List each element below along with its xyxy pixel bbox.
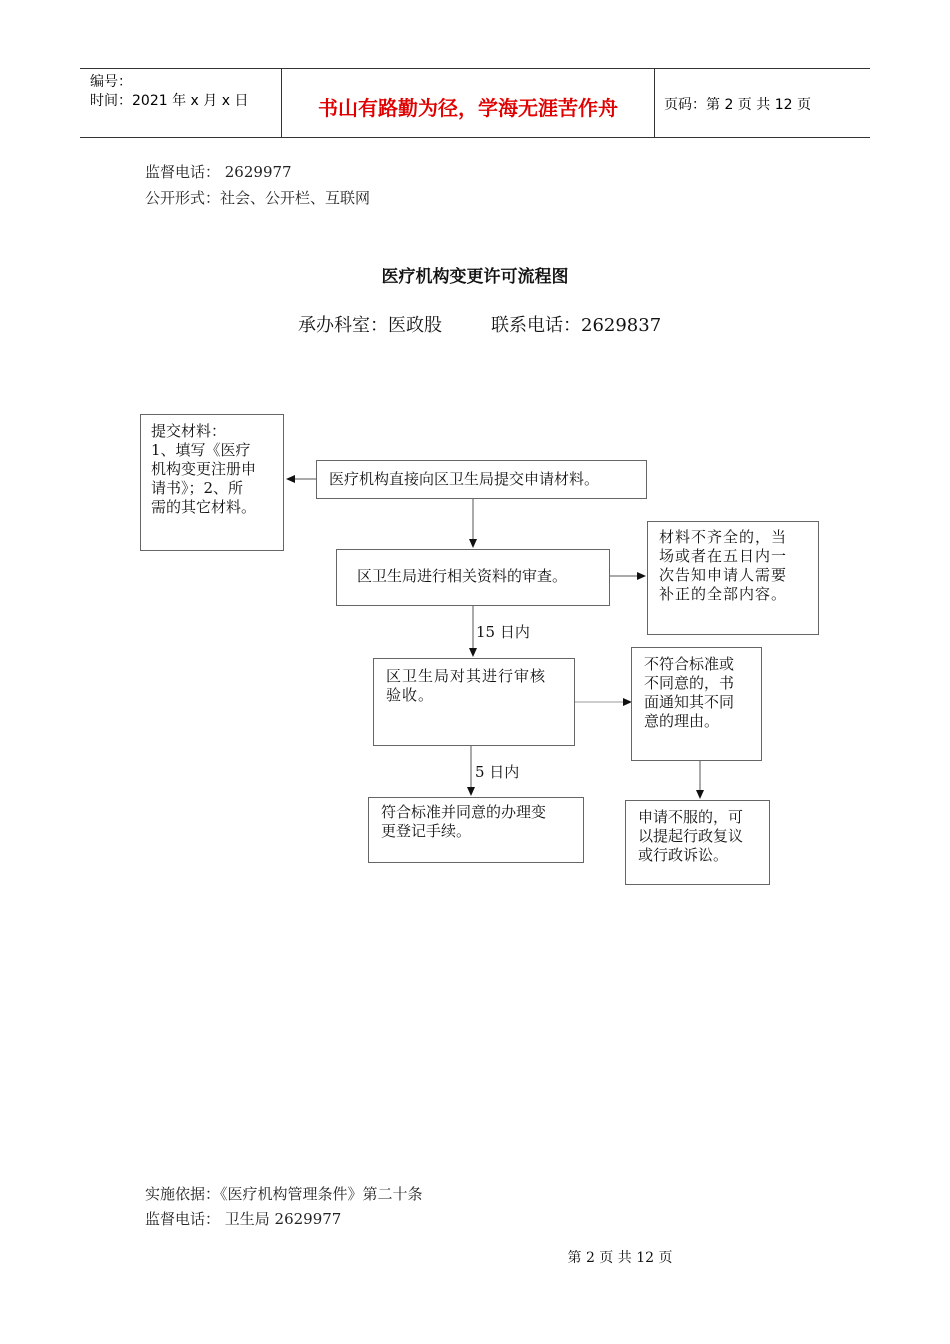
- review-step-box: [336, 549, 610, 606]
- appeal-line: 或行政诉讼。: [638, 846, 729, 864]
- public-form: 公开形式：社会、公开栏、互联网: [145, 189, 371, 207]
- header-page-info: 页码：第 2 页 共 12 页: [664, 97, 811, 113]
- footer-supervision-phone: 监督电话： 卫生局 2629977: [145, 1210, 342, 1228]
- review-step-text: 区卫生局进行相关资料的审查。: [357, 567, 568, 585]
- incomplete-line: 次告知申请人需要: [659, 566, 788, 584]
- reject-line: 意的理由。: [644, 712, 720, 730]
- reject-line: 不符合标准或: [644, 655, 735, 673]
- supervision-phone: 监督电话： 2629977: [145, 163, 292, 181]
- audit-step-line: 区卫生局对其进行审核: [386, 667, 547, 685]
- implementation-basis: 实施依据：《医疗机构管理条件》第二十条: [145, 1185, 423, 1203]
- audit-step-box: [373, 658, 575, 746]
- label-5-days: 5 日内: [475, 763, 520, 781]
- reject-line: 面通知其不同: [644, 693, 735, 711]
- submit-step-text: 医疗机构直接向区卫生局提交申请材料。: [329, 470, 600, 488]
- appeal-box: [625, 800, 770, 885]
- label-15-days: 15 日内: [476, 623, 530, 641]
- materials-line: 请书》；2、所: [151, 479, 244, 497]
- reject-line: 不同意的，书: [644, 674, 735, 692]
- materials-line: 提交材料：: [151, 422, 227, 440]
- appeal-line: 申请不服的，可: [638, 808, 744, 826]
- incomplete-line: 材料不齐全的，当: [659, 528, 788, 546]
- subtitle-dept: 承办科室：医政股: [298, 315, 442, 336]
- incomplete-line: 补正的全部内容。: [659, 585, 788, 603]
- incomplete-line: 场或者在五日内一: [659, 547, 788, 565]
- subtitle-contact: 联系电话：2629837: [491, 315, 662, 336]
- incomplete-box: [647, 521, 819, 635]
- header-time: 时间：2021 年 x 月 x 日: [90, 93, 249, 109]
- materials-box: [140, 414, 284, 551]
- audit-step-line: 验收。: [386, 686, 435, 704]
- materials-line: 机构变更注册申: [151, 460, 257, 478]
- reject-box: [631, 647, 762, 761]
- page-footer-number: 第 2 页 共 12 页: [567, 1250, 673, 1266]
- appeal-line: 以提起行政复议: [638, 827, 744, 845]
- approve-box: [368, 797, 584, 863]
- approve-line: 符合标准并同意的办理变: [381, 803, 547, 821]
- page-title: 医疗机构变更许可流程图: [381, 267, 569, 287]
- submit-step-box: [316, 460, 647, 499]
- materials-line: 1、填写《医疗: [151, 441, 251, 459]
- approve-line: 更登记手续。: [381, 822, 472, 840]
- header-slogan: 书山有路勤为径，学海无涯苦作舟: [318, 96, 618, 120]
- materials-line: 需的其它材料。: [151, 498, 257, 516]
- header-number: 编号：: [90, 74, 132, 90]
